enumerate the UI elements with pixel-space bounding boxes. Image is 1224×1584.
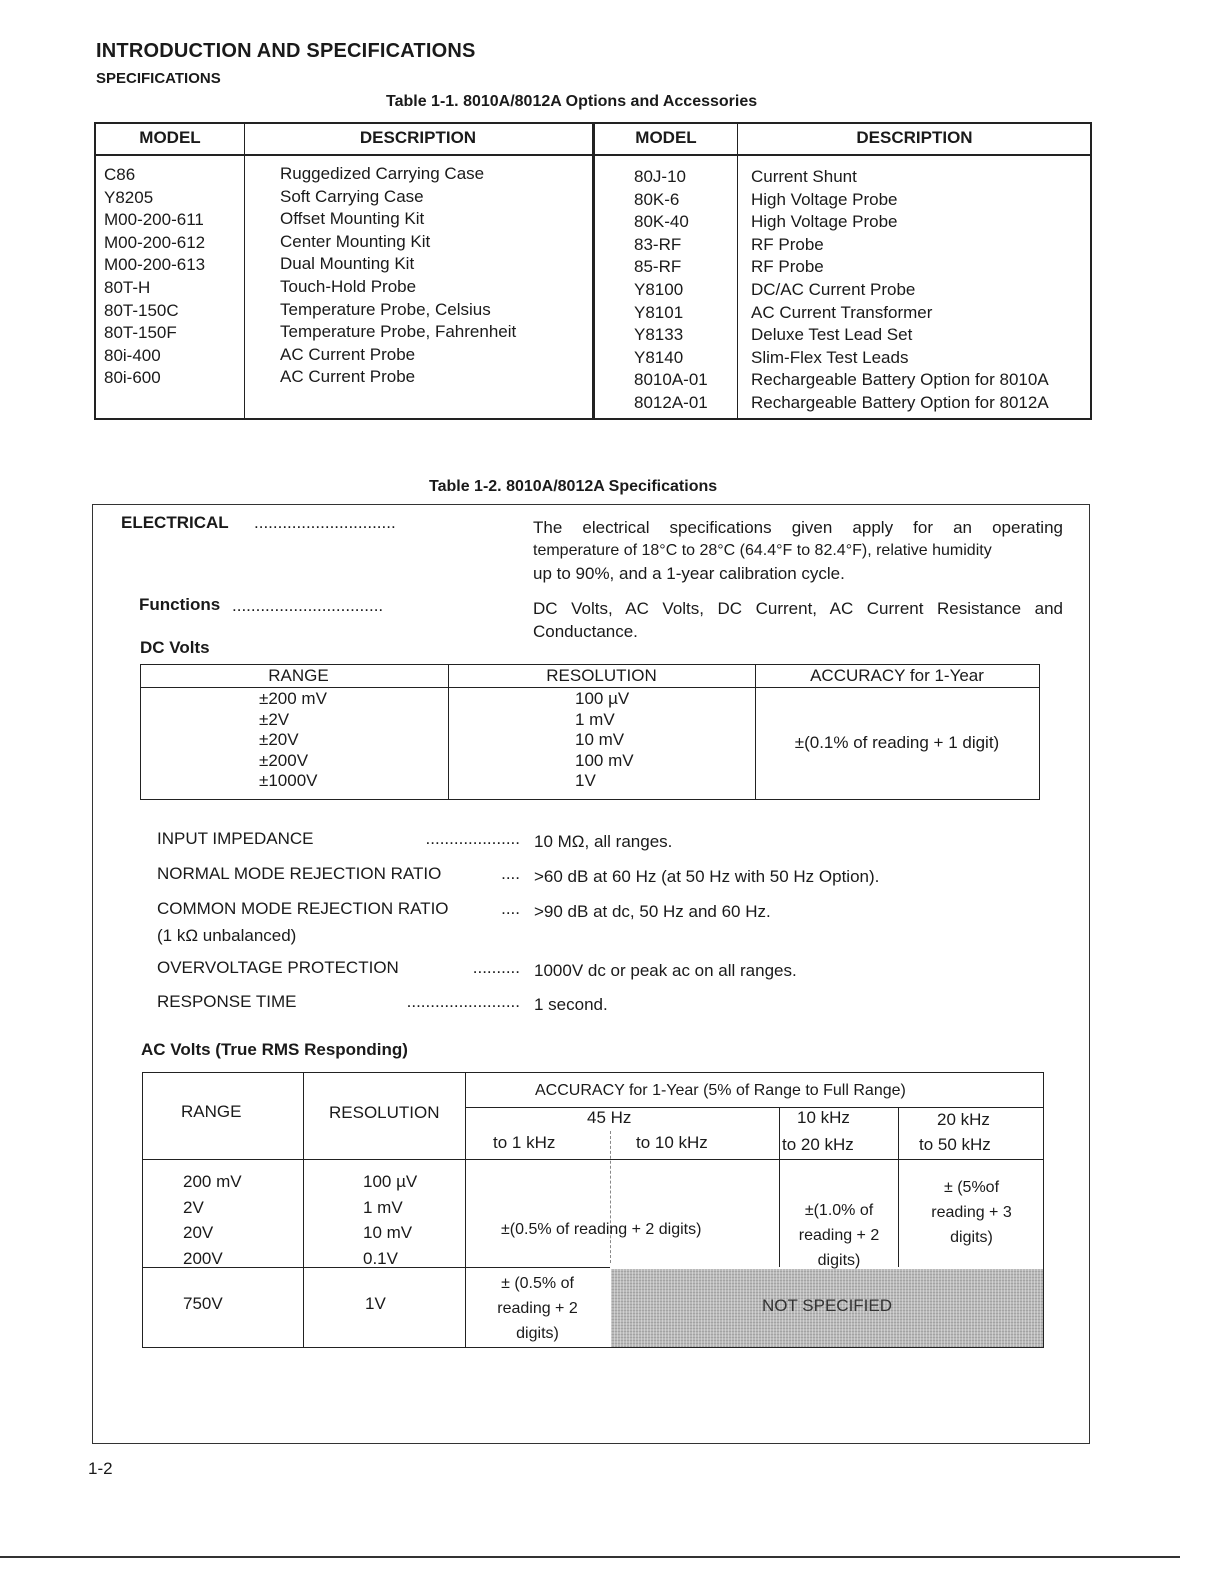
ac-band-45hz: 45 Hz: [587, 1108, 632, 1127]
table2-caption: Table 1-2. 8010A/8012A Specifications: [429, 478, 718, 495]
description-cell: Temperature Probe, Fahrenheit: [280, 322, 517, 342]
dc-range-cell: ±200V: [259, 750, 309, 770]
functions-label: Functions: [139, 595, 221, 614]
ac-accuracy-line: digits): [817, 1252, 861, 1269]
dc-resolution-cell: 1V: [575, 771, 596, 791]
electrical-line: temperature of 18°C to 28°C (64.4°F to 82.4°F), relative humidity: [533, 542, 992, 559]
description-cell: Ruggedized Carrying Case: [280, 164, 485, 183]
model-cell: 8010A-01: [634, 370, 708, 390]
dc-range-column: [259, 689, 327, 792]
ac-rule: [465, 1107, 1043, 1108]
ac-resolution: 100 µV: [363, 1172, 418, 1191]
description-cell: AC Current Probe: [280, 367, 416, 387]
ac-divider: [898, 1107, 899, 1267]
ac-divider: [303, 1073, 304, 1347]
description-cell: Soft Carrying Case: [280, 186, 424, 206]
ac-dashed-divider: [610, 1131, 611, 1263]
leader-dots: ................................: [232, 596, 384, 615]
model-cell: M00-200-611: [104, 210, 204, 230]
dc-header-resolution: RESOLUTION: [546, 666, 657, 685]
dc-range-cell: ±200 mV: [259, 689, 327, 708]
description-cell: High Voltage Probe: [751, 212, 898, 232]
electrical-text: [533, 516, 1063, 585]
description-cell: Slim-Flex Test Leads: [751, 347, 909, 367]
model-cell: 80T-H: [104, 277, 151, 297]
dc-resolution-cell: 100 µV: [575, 689, 630, 708]
description-cell: Deluxe Test Lead Set: [751, 325, 913, 345]
right-description-list: [751, 166, 1049, 415]
page-number: 1-2: [88, 1459, 113, 1478]
model-cell: 85-RF: [634, 257, 682, 277]
ac-band-10khz: 10 kHz: [797, 1108, 850, 1127]
spec-label: NORMAL MODE REJECTION RATIO: [157, 864, 442, 883]
spec-note: (1 kΩ unbalanced): [157, 926, 297, 945]
model-cell: 83-RF: [634, 234, 682, 254]
ac-range: 200V: [183, 1248, 223, 1268]
options-accessories-table: [94, 122, 1092, 420]
description-cell: Temperature Probe, Celsius: [280, 299, 491, 319]
not-specified-hatched-area: [611, 1269, 1043, 1347]
ac-sub-50khz: to 50 kHz: [919, 1135, 991, 1154]
section-subtitle: SPECIFICATIONS: [96, 70, 221, 87]
dc-accuracy: ±(0.1% of reading + 1 digit): [794, 733, 1000, 752]
ac-range: 20V: [183, 1223, 214, 1242]
leader-dots: ..............................: [254, 513, 396, 532]
ac-volts-table: [142, 1072, 1044, 1348]
dc-resolution-cell: 1 mV: [575, 709, 615, 729]
ac-accuracy-750: [465, 1271, 610, 1346]
model-cell: C86: [104, 165, 136, 184]
model-cell: 80J-10: [634, 167, 686, 186]
model-cell: Y8140: [634, 347, 684, 367]
ac-resolution: 1 mV: [363, 1197, 403, 1217]
spec-value: >60 dB at 60 Hz (at 50 Hz with 50 Hz Option).: [534, 867, 880, 886]
left-description-list: [280, 163, 516, 389]
model-cell: 80T-150C: [104, 300, 179, 320]
dc-resolution-column: [575, 689, 634, 792]
spec-value: >90 dB at dc, 50 Hz and 60 Hz.: [534, 902, 771, 921]
dc-volts-label: DC Volts: [140, 638, 210, 657]
model-cell: 80T-150F: [104, 323, 177, 343]
ac-accuracy-line: reading + 3: [931, 1204, 1012, 1221]
model-cell: 80K-40: [634, 212, 689, 232]
description-cell: Offset Mounting Kit: [280, 209, 425, 229]
spec-label: INPUT IMPEDANCE: [157, 829, 314, 848]
model-cell: 80K-6: [634, 189, 680, 209]
description-cell: Center Mounting Kit: [280, 231, 431, 251]
dc-header-rule: [141, 687, 1039, 688]
ac-rule: [143, 1159, 1043, 1160]
model-cell: Y8101: [634, 302, 684, 322]
spec-value: 1000V dc or peak ac on all ranges.: [534, 961, 797, 980]
ac-header-accuracy: ACCURACY for 1-Year (5% of Range to Full Range): [535, 1082, 906, 1099]
description-cell: AC Current Probe: [280, 344, 416, 364]
model-cell: 8012A-01: [634, 392, 708, 412]
dc-range-cell: ±20V: [259, 730, 299, 750]
ac-accuracy-line: digits): [950, 1229, 993, 1246]
description-cell: High Voltage Probe: [751, 189, 898, 209]
ac-range: 2V: [183, 1197, 204, 1217]
ac-resolution-column: [363, 1169, 417, 1271]
dc-resolution-cell: 10 mV: [575, 730, 625, 750]
electrical-label: ELECTRICAL: [121, 513, 229, 532]
table1-header-description: DESCRIPTION: [359, 128, 477, 147]
functions-line: DC Volts, AC Volts, DC Current, AC Current Resistance and: [533, 599, 1063, 618]
ac-accuracy-line: ± (5%of: [943, 1179, 1000, 1196]
electrical-line: The electrical specifications given apply for an operating: [533, 518, 1063, 537]
functions-text: [533, 597, 1063, 643]
ac-resolution: 0.1V: [363, 1248, 398, 1268]
dc-header-range: RANGE: [268, 666, 329, 685]
table1-header-description: DESCRIPTION: [856, 128, 973, 147]
spec-label: RESPONSE TIME: [157, 992, 297, 1011]
dc-range-cell: ±1000V: [259, 771, 318, 791]
ac-accuracy-line: reading + 2: [798, 1227, 880, 1244]
model-cell: Y8133: [634, 325, 684, 345]
dc-header-accuracy: ACCURACY for 1-Year: [810, 666, 984, 685]
ac-resolution-750: 1V: [365, 1294, 386, 1313]
table1-header-model: MODEL: [635, 128, 697, 147]
ac-accuracy-20khz: [900, 1175, 1043, 1250]
table1-divider: [244, 124, 245, 418]
leader-dots: ....: [501, 899, 520, 918]
not-specified-label: NOT SPECIFIED: [761, 1296, 893, 1315]
table1-caption: Table 1-1. 8010A/8012A Options and Accessories: [386, 93, 758, 110]
spec-label: COMMON MODE REJECTION RATIO: [157, 899, 449, 918]
ac-accuracy-line: ± (0.5% of: [501, 1275, 574, 1292]
dc-range-cell: ±2V: [259, 709, 290, 729]
ac-band-20khz: 20 kHz: [937, 1110, 990, 1129]
description-cell: RF Probe: [751, 234, 824, 254]
description-cell: AC Current Transformer: [751, 302, 933, 322]
section-title: INTRODUCTION AND SPECIFICATIONS: [96, 40, 476, 62]
leader-dots: ..........: [472, 958, 520, 977]
table1-header-model: MODEL: [139, 128, 201, 147]
ac-accuracy-10khz: [780, 1198, 898, 1273]
model-cell: M00-200-612: [104, 232, 206, 252]
table1-divider: [592, 124, 595, 418]
ac-range: 200 mV: [183, 1172, 242, 1191]
ac-accuracy-45hz: ±(0.5% of reading + 2 digits): [501, 1221, 702, 1238]
ac-resolution: 10 mV: [363, 1223, 413, 1242]
ac-header-resolution: RESOLUTION: [329, 1103, 440, 1122]
functions-line: Conductance.: [533, 622, 638, 641]
leader-dots: ........................: [406, 992, 520, 1011]
description-cell: Dual Mounting Kit: [280, 254, 415, 274]
dc-resolution-cell: 100 mV: [575, 750, 634, 770]
ac-accuracy-line: digits): [516, 1325, 559, 1342]
spec-label: OVERVOLTAGE PROTECTION: [157, 958, 399, 977]
page-bottom-rule: [0, 1556, 1180, 1558]
spec-value: 1 second.: [534, 995, 608, 1014]
model-cell: M00-200-613: [104, 255, 206, 275]
right-model-list: [634, 166, 708, 415]
model-cell: Y8100: [634, 279, 684, 299]
leader-dots: ....: [501, 864, 520, 883]
description-cell: RF Probe: [751, 257, 824, 277]
spec-value: 10 MΩ, all ranges.: [534, 832, 673, 851]
ac-sub-1khz: to 1 kHz: [493, 1133, 556, 1152]
ac-sub-20khz: to 20 kHz: [782, 1135, 854, 1154]
model-cell: Y8205: [104, 187, 154, 207]
description-cell: Rechargeable Battery Option for 8012A: [751, 392, 1049, 412]
table1-divider: [737, 124, 738, 418]
dc-volts-table: [140, 664, 1040, 800]
ac-range-column: [183, 1169, 242, 1271]
ac-sub-10khz: to 10 kHz: [636, 1133, 708, 1152]
description-cell: Current Shunt: [751, 167, 857, 186]
left-model-list: [104, 164, 205, 390]
description-cell: DC/AC Current Probe: [751, 279, 916, 299]
ac-range-750: 750V: [183, 1294, 223, 1313]
ac-volts-label: AC Volts (True RMS Responding): [141, 1040, 408, 1059]
model-cell: 80i-600: [104, 368, 161, 388]
ac-accuracy-line: ±(1.0% of: [804, 1202, 874, 1219]
description-cell: Touch-Hold Probe: [280, 276, 417, 296]
description-cell: Rechargeable Battery Option for 8010A: [751, 370, 1049, 390]
model-cell: 80i-400: [104, 345, 161, 365]
ac-header-range: RANGE: [181, 1102, 242, 1121]
leader-dots: ....................: [425, 829, 520, 848]
electrical-line: up to 90%, and a 1-year calibration cycle.: [533, 564, 845, 583]
ac-accuracy-line: reading + 2: [497, 1300, 578, 1317]
